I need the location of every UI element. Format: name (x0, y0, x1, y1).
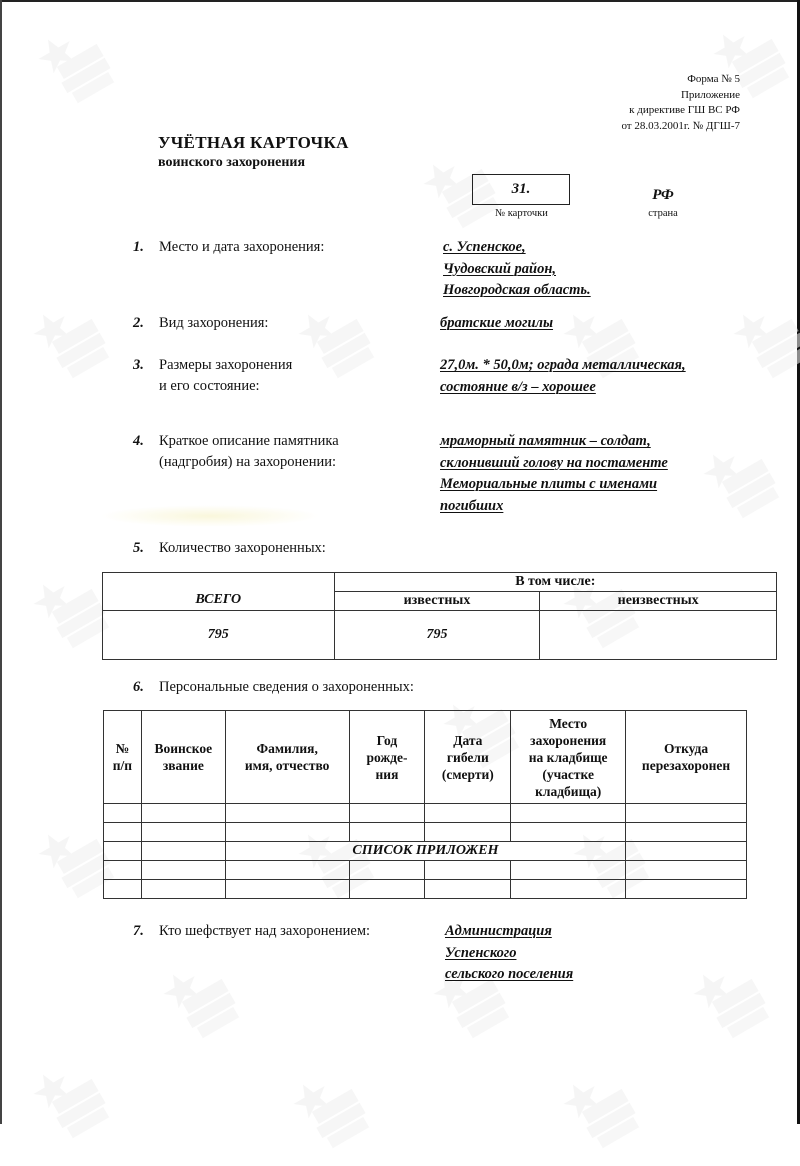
item-1 (133, 237, 324, 258)
table-row (104, 880, 747, 899)
item-number: 4. (133, 433, 144, 449)
table-cell (511, 823, 626, 842)
table-cell (349, 880, 425, 899)
table-cell (225, 804, 349, 823)
item-3 (133, 355, 292, 397)
watermark-star-icon (285, 1058, 386, 1162)
table-cell (626, 823, 747, 842)
watermark-star-icon (30, 13, 131, 117)
watermark-star-icon (25, 288, 126, 392)
table-cell (349, 823, 425, 842)
watermark-star-icon (25, 1048, 126, 1152)
form-reference (621, 72, 740, 134)
table-cell (425, 880, 511, 899)
value-line: мраморный памятник – солдат, (440, 433, 651, 449)
watermark-star-icon (685, 948, 786, 1052)
table-cell (141, 842, 225, 861)
list-attached-note: СПИСОК ПРИЛОЖЕН (225, 842, 625, 861)
country-label: страна (648, 208, 678, 219)
form-ref-line: Приложение (680, 88, 740, 101)
column-header: Год рожде- ния (349, 711, 425, 804)
item-label-line: и его состояние: (159, 378, 260, 394)
column-header: Воинское звание (141, 711, 225, 804)
item-label-line: Количество захороненных: (159, 540, 326, 556)
card-number-box: 31. (472, 174, 570, 205)
known-value: 795 (334, 611, 540, 660)
item-label-line: Краткое описание памятника (159, 433, 339, 449)
item-6 (133, 677, 414, 698)
table-cell (141, 804, 225, 823)
item-7-value (445, 921, 573, 986)
watermark-star-icon (555, 1058, 656, 1162)
item-label (159, 431, 339, 473)
table-cell (104, 823, 142, 842)
table-row (104, 823, 747, 842)
item-number: 2. (133, 315, 144, 331)
table-cell (104, 804, 142, 823)
table-cell (425, 823, 511, 842)
table-cell (225, 823, 349, 842)
item-label (159, 355, 292, 397)
table-cell (511, 804, 626, 823)
item-label-line: Персональные сведения о захороненных: (159, 679, 414, 695)
item-2 (133, 313, 268, 334)
table-cell (141, 880, 225, 899)
item-number: 5. (133, 540, 144, 556)
known-header: известных (334, 592, 540, 611)
card-number-label: № карточки (495, 208, 548, 219)
column-header: Фамилия, имя, отчество (225, 711, 349, 804)
item-2-value (440, 313, 553, 335)
table-cell (225, 880, 349, 899)
table-cell (349, 861, 425, 880)
item-4 (133, 431, 339, 473)
table-cell (141, 823, 225, 842)
value-line: 27,0м. * 50,0м; ограда металлическая, (440, 357, 686, 373)
value-line: Администрация (445, 923, 552, 939)
total-value: 795 (103, 611, 335, 660)
document-title: УЧЁТНАЯ КАРТОЧКА (158, 133, 349, 152)
watermark-star-icon (155, 948, 256, 1052)
item-label (159, 677, 414, 698)
value-line: Мемориальные плиты с именами (440, 476, 658, 492)
table-cell (425, 804, 511, 823)
form-ref-line: к директиве ГШ ВС РФ (629, 104, 740, 116)
column-header: № п/п (104, 711, 142, 804)
table-cell (104, 880, 142, 899)
value-line: Новгородская область. (443, 282, 591, 298)
table-cell (104, 842, 142, 861)
value-line: с. Успенское, (443, 239, 526, 255)
table-cell (425, 861, 511, 880)
item-number: 1. (133, 239, 144, 255)
item-label (159, 921, 370, 942)
value-line: состояние в/з – хорошее (440, 378, 596, 395)
item-1-value (443, 237, 591, 302)
watermark-star-icon (695, 428, 796, 532)
item-label-line: Вид захоронения: (159, 315, 269, 331)
item-number: 3. (133, 357, 144, 373)
item-4-value (440, 431, 668, 517)
table-cell (626, 842, 747, 861)
item-label (159, 313, 268, 334)
burial-count-table (102, 572, 777, 660)
value-line: Успенского (445, 944, 517, 961)
value-line: склонивший голову на постаменте (440, 454, 668, 471)
personal-data-table (103, 710, 747, 899)
table-row-note (104, 842, 747, 861)
table-cell (626, 861, 747, 880)
column-header: Дата гибели (смерти) (425, 711, 511, 804)
item-number: 6. (133, 679, 144, 695)
table-cell (511, 861, 626, 880)
item-label (159, 237, 324, 258)
column-header: Откуда перезахоронен (626, 711, 747, 804)
table-cell (104, 861, 142, 880)
table-cell (511, 880, 626, 899)
table-cell (225, 861, 349, 880)
watermark-star-icon (725, 288, 800, 392)
including-header: В том числе: (334, 573, 776, 592)
value-line: Чудовский район, (443, 260, 556, 277)
watermark-star-icon (290, 288, 391, 392)
column-header: Место захоронения на кладбище (участке кладбища) (511, 711, 626, 804)
item-label-line: (надгробия) на захоронении: (159, 454, 337, 470)
item-5 (133, 538, 326, 559)
item-7 (133, 921, 370, 942)
item-label-line: Место и дата захоронения: (159, 239, 325, 255)
item-label-line: Кто шефствует над захоронением: (159, 923, 371, 939)
form-ref-line: Форма № 5 (687, 73, 740, 85)
table-row (104, 861, 747, 880)
total-header: ВСЕГО (103, 573, 335, 611)
unknown-header: неизвестных (540, 592, 777, 611)
document-subtitle: воинского захоронения (158, 155, 306, 170)
table-cell (626, 804, 747, 823)
item-number: 7. (133, 923, 144, 939)
table-cell (626, 880, 747, 899)
form-ref-line: от 28.03.2001г. № ДГШ-7 (621, 119, 740, 132)
value-line: братские могилы (440, 315, 554, 331)
table-row (104, 804, 747, 823)
unknown-value (540, 611, 777, 660)
table-cell (141, 861, 225, 880)
value-line: сельского поселения (445, 966, 574, 982)
table-cell (349, 804, 425, 823)
item-label-line: Размеры захоронения (159, 357, 293, 373)
value-line: погибших (440, 497, 504, 514)
scan-edge-top (0, 0, 800, 2)
item-label (159, 538, 326, 559)
item-3-value (440, 355, 686, 398)
country-value: РФ (652, 187, 674, 203)
scan-smear (100, 505, 320, 527)
scan-edge-left (0, 0, 2, 1124)
